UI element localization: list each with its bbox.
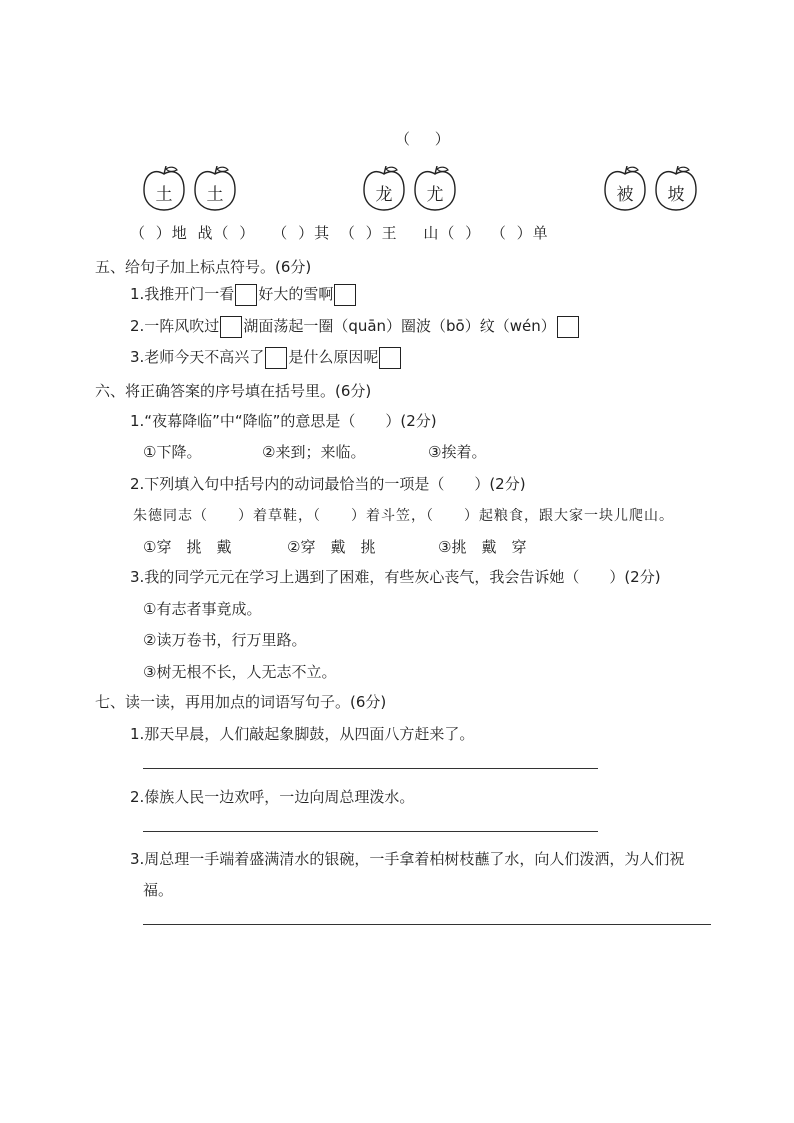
apple-char-1 [142, 166, 186, 208]
apple-char-text: 尤 [426, 185, 444, 205]
sentence-part: 3.老师今天不高兴了 [130, 348, 265, 366]
q3-option-3: ③树无根不长，人无志不立。 [143, 663, 337, 681]
question-2: 2.下列填入句中括号内的动词最恰当的一项是（ ）(2分) [130, 475, 526, 493]
apple-char-text: 土 [155, 185, 173, 205]
punctuation-box[interactable] [265, 347, 287, 369]
sentence-part: 1.我推开门一看 [130, 285, 235, 303]
section5-item-2 [130, 315, 580, 338]
question-1: 1.“夜幕降临”中“降临”的意思是（ ）(2分) [130, 412, 437, 430]
punctuation-box[interactable] [557, 316, 579, 338]
question-3: 3.我的同学元元在学习上遇到了困难，有些灰心丧气，我会告诉她（ ）(2分) [130, 568, 661, 586]
q2-option-3: ③挑 戴 穿 [438, 538, 527, 556]
top-answer-blank[interactable]: （ ） [395, 130, 460, 148]
answer-line-3[interactable] [143, 924, 711, 925]
apple-char-text: 坡 [667, 185, 685, 205]
apple-char-text: 被 [616, 185, 634, 205]
apple-char-5 [603, 166, 647, 208]
answer-line-1[interactable] [143, 768, 598, 769]
punctuation-box[interactable] [379, 347, 401, 369]
q1-option-2: ②来到；来临。 [262, 443, 366, 461]
section5-item-1 [130, 283, 357, 306]
apple-char-6 [654, 166, 698, 208]
punctuation-box[interactable] [220, 316, 242, 338]
q3-option-2: ②读万卷书，行万里路。 [143, 631, 307, 649]
sentence-part: 湖面荡起一圈（quān）圈波（bō）纹（wén） [243, 317, 556, 335]
s7-question-3-line1: 3.周总理一手端着盛满清水的银碗，一手拿着柏树枝蘸了水，向人们泼洒，为人们祝 [130, 850, 685, 868]
sentence-part: 是什么原因呢 [288, 348, 379, 366]
apple-char-3 [362, 166, 406, 208]
section6-heading: 六、将正确答案的序号填在括号里。(6分) [95, 382, 372, 400]
sentence-part: 好大的雪啊 [258, 285, 334, 303]
q3-option-1: ①有志者事竟成。 [143, 600, 262, 618]
s7-question-2: 2.傣族人民一边欢呼，一边向周总理泼水。 [130, 788, 415, 806]
sentence-part: 2.一阵风吹过 [130, 317, 220, 335]
s7-question-1: 1.那天早晨，人们敲起象脚鼓，从四面八方赶来了。 [130, 725, 475, 743]
q2-option-1: ①穿 挑 戴 [143, 538, 232, 556]
punctuation-box[interactable] [334, 284, 356, 306]
section5-item-3 [130, 346, 402, 369]
answer-line-2[interactable] [143, 831, 598, 832]
apple-char-2 [193, 166, 237, 208]
q2-option-2: ②穿 戴 挑 [287, 538, 376, 556]
q1-option-1: ①下降。 [143, 443, 202, 461]
section5-heading: 五、给句子加上标点符号。(6分) [95, 258, 312, 276]
punctuation-box[interactable] [235, 284, 257, 306]
q1-option-3: ③挨着。 [428, 443, 487, 461]
s7-question-3-line2: 福。 [143, 881, 174, 899]
apple-char-text: 龙 [375, 185, 393, 205]
fill-in-row[interactable]: （ ）地 战（ ） （ ）其 （ ）王 山（ ） （ ）单 [130, 224, 549, 242]
apple-char-4 [413, 166, 457, 208]
q2-sentence: 朱德同志（ ）着草鞋，（ ）着斗笠，（ ）起粮食，跟大家一块儿爬山。 [133, 508, 674, 524]
apple-char-text: 土 [206, 185, 224, 205]
section7-heading: 七、读一读，再用加点的词语写句子。(6分) [95, 693, 387, 711]
